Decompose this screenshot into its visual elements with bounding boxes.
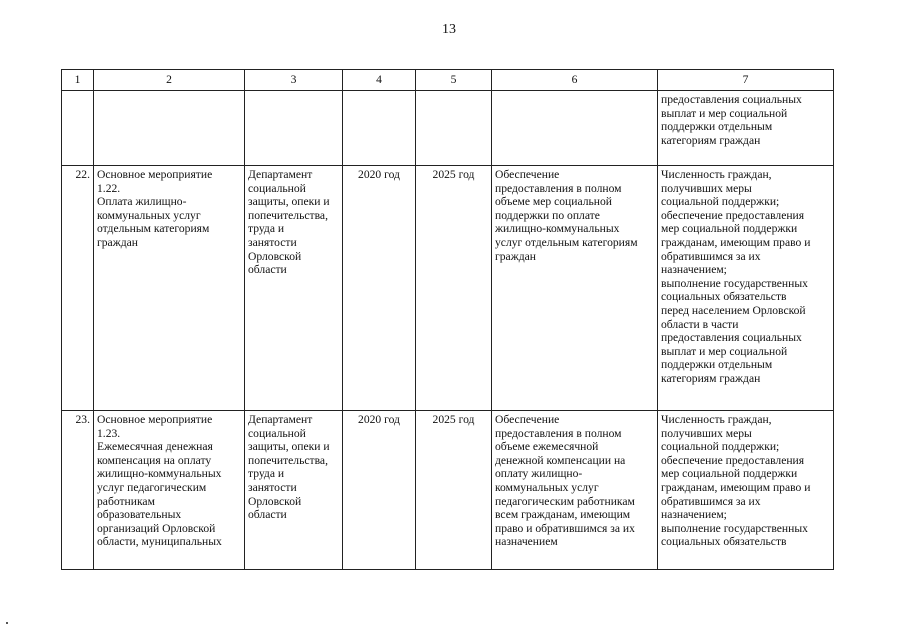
- indicators: Численность граждан, получивших меры социальной поддержки; обеспечение предоставления мер социальной поддержки гражданам, имеющим право и обратившимся за их назначением; выполнение государственных социальных обязательств: [658, 411, 834, 570]
- start-year: 2020 год: [343, 411, 416, 570]
- cont-cell-5: [416, 91, 492, 166]
- table-row: [62, 166, 834, 411]
- header-row: [62, 70, 834, 91]
- executor: Департамент социальной защиты, опеки и попечительства, труда и занятости Орловской области: [245, 411, 343, 570]
- cont-cell-6: [492, 91, 658, 166]
- header-cell-4: 4: [343, 70, 416, 91]
- header-cell-7: 7: [658, 70, 834, 91]
- row-number: 22.: [62, 166, 94, 411]
- continuation-row: [62, 91, 834, 166]
- header-cell-5: 5: [416, 70, 492, 91]
- event-name: Основное мероприятие 1.23. Ежемесячная денежная компенсация на оплату жилищно-коммунальных услуг педагогическим работникам образовательных организаций Орловской области, муниципальных: [94, 411, 245, 570]
- executor: Департамент социальной защиты, опеки и попечительства, труда и занятости Орловской области: [245, 166, 343, 411]
- expected-result: Обеспечение предоставления в полном объеме мер социальной поддержки по оплате жилищно-коммунальных услуг отдельным категориям граждан: [492, 166, 658, 411]
- header-cell-1: 1: [62, 70, 94, 91]
- event-name: Основное мероприятие 1.22. Оплата жилищно- коммунальных услуг отдельным категориям граждан: [94, 166, 245, 411]
- indicators: Численность граждан, получивших меры социальной поддержки; обеспечение предоставления мер социальной поддержки гражданам, имеющим право и обратившимся за их назначением; выполнение государственных социальных обязательств перед населением Орловской области в части предоставления социальных выплат и мер социальной поддержки отдельным категориям граждан: [658, 166, 834, 411]
- cont-cell-4: [343, 91, 416, 166]
- scan-speck: [6, 622, 8, 624]
- expected-result: Обеспечение предоставления в полном объеме ежемесячной денежной компенсации на оплату жилищно- коммунальных услуг педагогическим работникам всем гражданам, имеющим право и обратившимся за их назначением: [492, 411, 658, 570]
- page-number: 13: [442, 22, 456, 37]
- cont-cell-1: [62, 91, 94, 166]
- row-number: 23.: [62, 411, 94, 570]
- measures-table: [61, 69, 834, 570]
- cont-cell-2: [94, 91, 245, 166]
- header-cell-2: 2: [94, 70, 245, 91]
- start-year: 2020 год: [343, 166, 416, 411]
- table-row: [62, 411, 834, 570]
- header-cell-6: 6: [492, 70, 658, 91]
- cont-cell-indicators: предоставления социальных выплат и мер социальной поддержки отдельным категориям граждан: [658, 91, 834, 166]
- end-year: 2025 год: [416, 166, 492, 411]
- end-year: 2025 год: [416, 411, 492, 570]
- header-cell-3: 3: [245, 70, 343, 91]
- cont-cell-3: [245, 91, 343, 166]
